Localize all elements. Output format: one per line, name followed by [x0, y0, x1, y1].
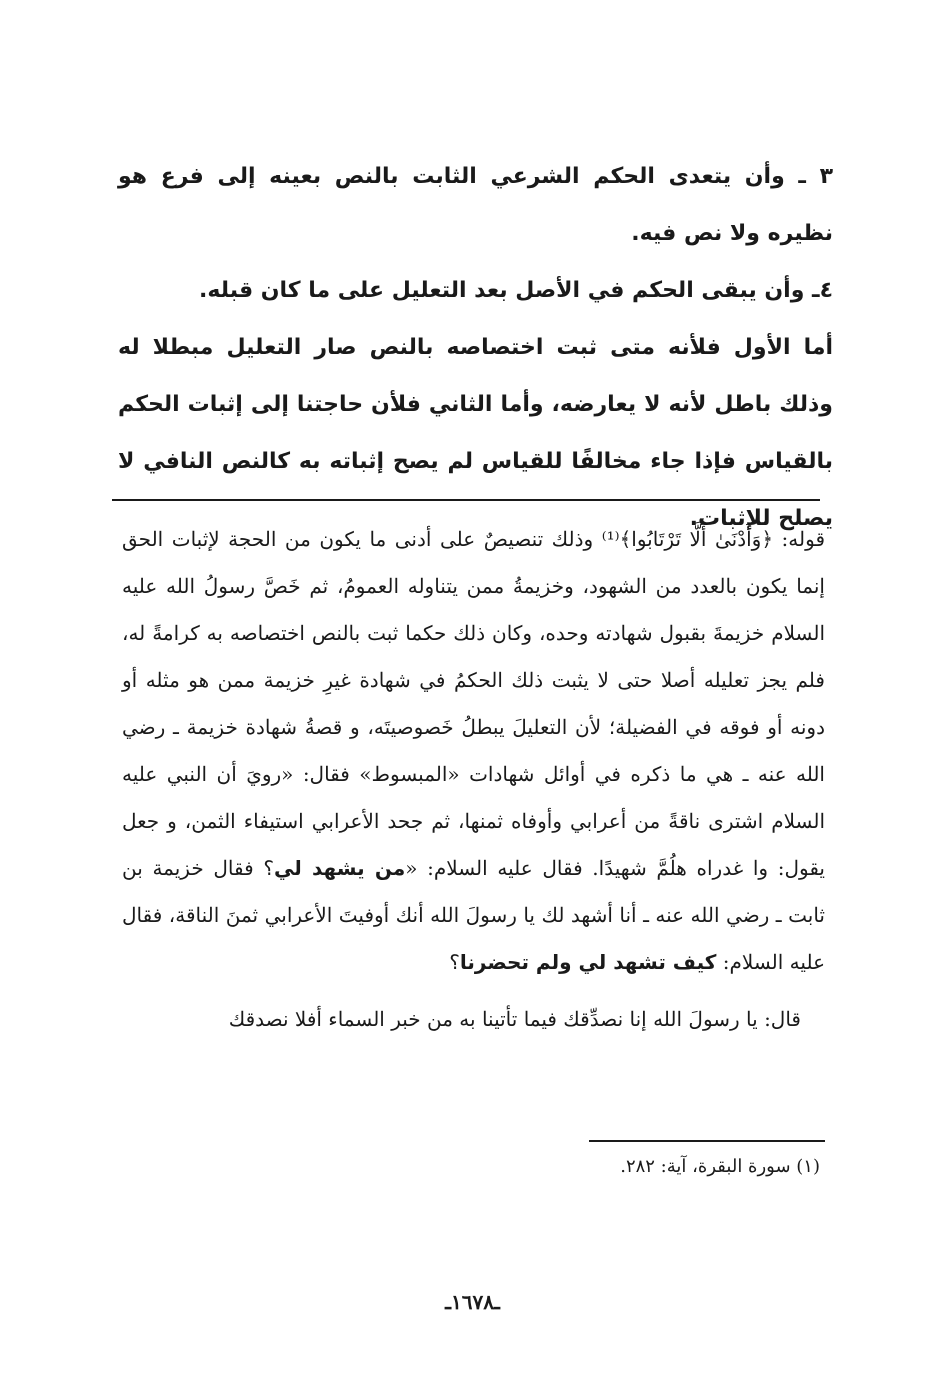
- commentary-paragraph-1: [122, 516, 825, 986]
- commentary-bold-quote-1: من يشهد لي: [273, 856, 406, 880]
- explanation-paragraph: أما الأول فلأنه متى ثبت اختصاصه بالنص صار التعليل مبطلا له وذلك باطل لأنه لا يعارضه، وأما الثاني فلأن حاجتنا إلى إثبات الحكم بالقياس فإذا جاء مخالفًا للقياس لم يصح إثباته به كالنص النافي لا يصلح للإثبات.: [118, 335, 833, 531]
- commentary-lead: قوله: ﴿وَأَدْنَىٰ أَلَّا تَرْتَابُوا﴾⁽¹⁾ وذلك تنصيصٌ على أدنى ما يكون من الحجة لإثبات الحق إنما يكون بالعدد من الشهود، وخزيمةُ ممن يتناوله العمومُ، ثم خَصَّ رسولُ الله عليه السلام خزيمةَ بقبول شهادته وحده، وكان ذلك حكما ثبت بالنص اختصاصه به كرامةً له، فلم يجز تعليله أصلا حتى لا يثبت ذلك الحكمُ في شهادة غيرِ خزيمة ممن هو مثله أو دونه أو فوقه في الفضيلة؛ لأن التعليلَ يبطلُ خَصوصيتَه، و قصةُ شهادة خزيمة ـ رضي الله عنه ـ هي ما ذكره في أوائل شهادات «المبسوط» فقال: «رويَ أن النبي عليه السلام اشترى ناقةً من أعرابي وأوفاه ثمنها، ثم جحد الأعرابي استيفاء الثمن، و جعل يقول: وا غدراه هلُمَّ شهيدًا. فقال عليه السلام: «: [122, 527, 826, 880]
- footnote-separator-line: [589, 1140, 825, 1142]
- main-text: [118, 148, 833, 547]
- commentary-middle: ؟ فقال خزيمة بن ثابت ـ رضي الله عنه ـ أنا أشهد لك يا رسولَ الله أنك أوفيتَ الأعرابي ثمنَ الناقة، فقال عليه السلام:: [122, 856, 825, 974]
- footnote: (١) سورة البقرة، آية: ٢٨٢.: [620, 1156, 820, 1177]
- main-separator-line: [112, 499, 820, 501]
- commentary-bold-quote-2: كيف تشهد لي ولم تحضرنا: [459, 950, 717, 974]
- page-number: ـ١٦٧٨ـ: [445, 1290, 500, 1314]
- condition-4: ٤ـ وأن يبقى الحكم في الأصل بعد التعليل على ما كان قبله.: [199, 278, 833, 303]
- condition-3: ٣ ـ وأن يتعدى الحكم الشرعي الثابت بالنص بعينه إلى فرع هو نظيره ولا نص فيه.: [118, 164, 833, 246]
- commentary-block: [122, 516, 825, 1043]
- commentary-end: ؟: [449, 950, 460, 974]
- commentary-paragraph-2: قال: يا رسولَ الله إنا نصدِّقك فيما تأتينا به من خبر السماء أفلا نصدقك: [228, 1007, 801, 1031]
